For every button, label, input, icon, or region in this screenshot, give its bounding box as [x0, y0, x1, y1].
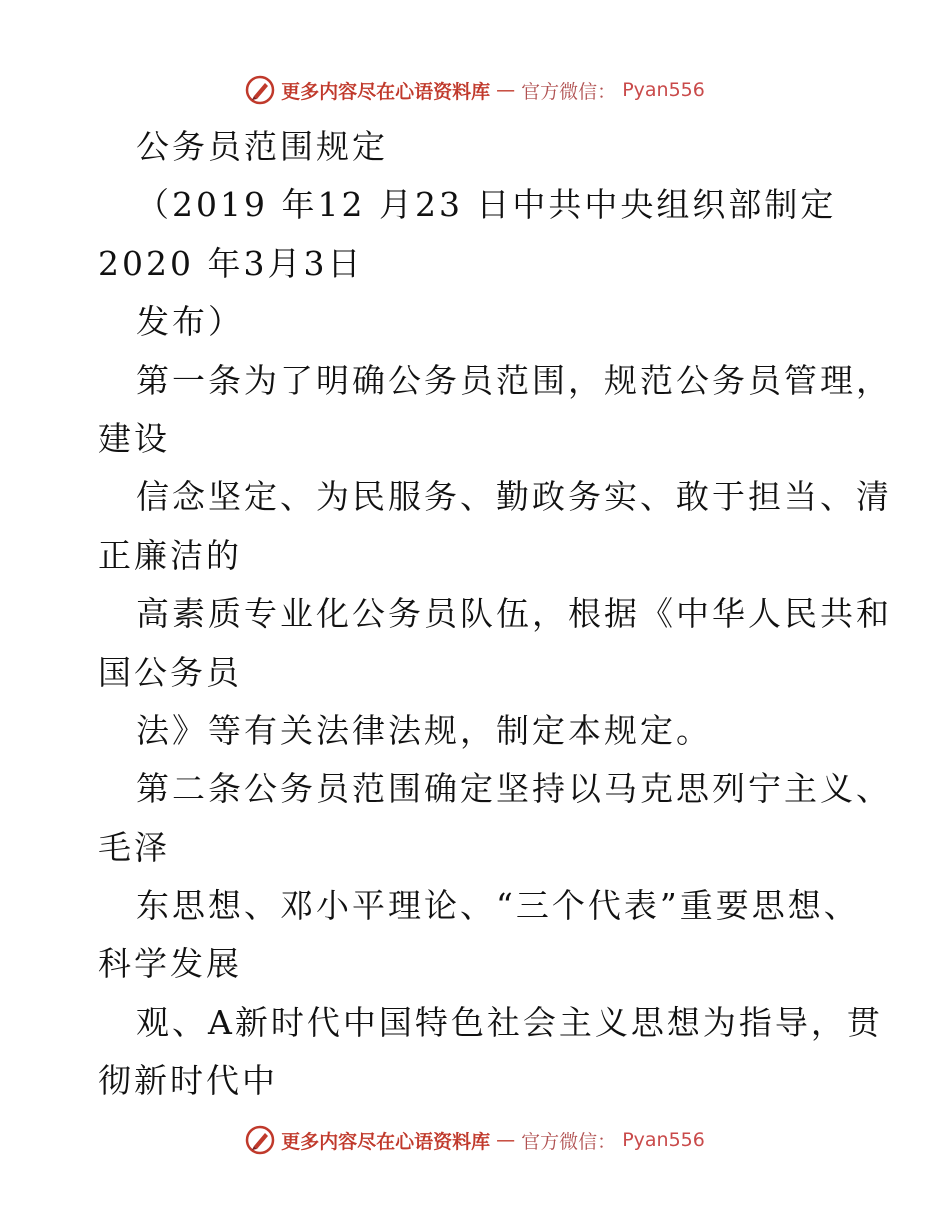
text-line: 发布）	[136, 302, 244, 342]
watermark-main-text: 更多内容尽在心语资料库	[281, 1130, 491, 1153]
watermark-dash: —	[496, 79, 516, 101]
text-line: 高素质专业化公务员队伍，根据《中华人民共和	[136, 594, 892, 634]
text-line: 建设	[98, 418, 170, 458]
watermark-wechat-label: 官方微信：	[521, 1130, 617, 1153]
text-line: 信念坚定、为民服务、勤政务实、敢于担当、清	[136, 477, 892, 517]
text-line: 国公务员	[98, 652, 242, 692]
watermark-wechat-label: 官方微信：	[521, 80, 617, 103]
pen-logo-icon	[245, 75, 275, 105]
text-line: 毛泽	[98, 827, 170, 867]
text-line: （2019 年12 月23 日中共中央组织部制定	[136, 185, 837, 225]
watermark-wechat-id: Pyan556	[622, 79, 705, 101]
text-line: 彻新时代中	[98, 1061, 278, 1101]
watermark-wechat-id: Pyan556	[622, 1129, 705, 1151]
pen-logo-icon	[245, 1125, 275, 1155]
text-line: 正廉洁的	[98, 535, 242, 575]
text-line: 2020 年3月3日	[98, 243, 364, 283]
watermark-main-text: 更多内容尽在心语资料库	[281, 80, 491, 103]
watermark-header	[0, 70, 950, 110]
text-line: 第二条公务员范围确定坚持以马克思列宁主义、	[136, 769, 892, 809]
watermark-footer	[0, 1120, 950, 1160]
text-line: 第一条为了明确公务员范围，规范公务员管理，	[136, 360, 892, 400]
text-line: 法》等有关法律法规，制定本规定。	[136, 710, 712, 750]
document-body	[98, 118, 892, 1111]
text-line: 东思想、邓小平理论、“三个代表”重要思想、	[136, 886, 860, 926]
text-line: 公务员范围规定	[136, 127, 388, 166]
text-line: 观、A新时代中国特色社会主义思想为指导，贯	[136, 1002, 883, 1042]
watermark-dash: —	[496, 1129, 516, 1151]
text-line: 科学发展	[98, 944, 242, 984]
